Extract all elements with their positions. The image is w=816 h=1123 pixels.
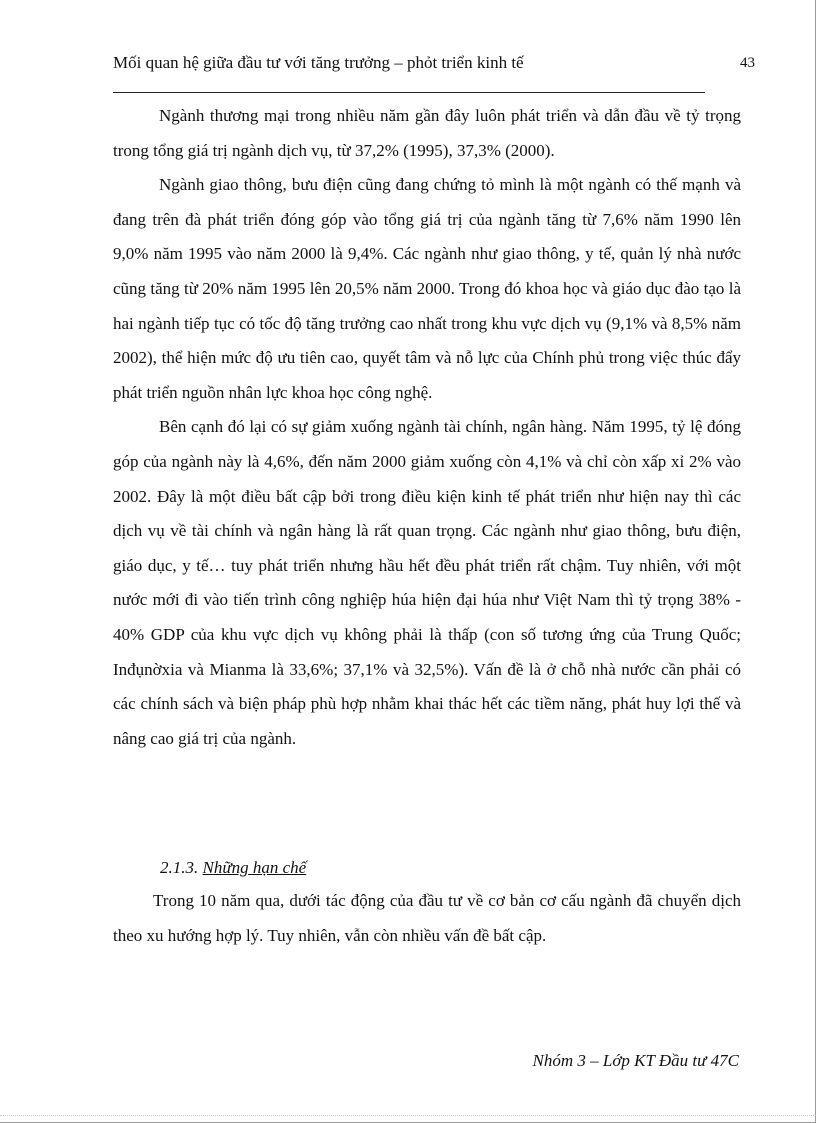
section-body xyxy=(113,884,741,953)
running-header: Mối quan hệ giữa đầu tư với tăng trưởng – phỏt triển kinh tế xyxy=(113,52,705,93)
paragraph-transport: Ngành giao thông, bưu điện cũng đang chứng tỏ mình là một ngành có thế mạnh và đang trên đà phát triển đóng góp vào tổng giá trị của ngành tăng từ 7,6% năm 1990 lên 9,0% năm 1995 vào năm 2000 là 9,4%. Các ngành như giao thông, y tế, quản lý nhà nước cũng tăng từ 20% năm 1995 lên 20,5% năm 2000. Trong đó khoa học và giáo dục đào tạo là hai ngành tiếp tục có tốc độ tăng trưởng cao nhất trong khu vực dịch vụ (9,1% và 8,5% năm 2002), thể hiện mức độ ưu tiên cao, quyết tâm và nỗ lực của Chính phủ trong việc thúc đẩy phát triển nguồn nhân lực khoa học công nghệ. xyxy=(113,175,741,402)
section-title: Những hạn chế xyxy=(202,858,307,877)
paragraph-finance: Bên cạnh đó lại có sự giảm xuống ngành tài chính, ngân hàng. Năm 1995, tỷ lệ đóng góp của ngành này là 4,6%, đến năm 2000 giảm xuống còn 4,1% và chỉ còn xấp xỉ 2% vào 2002. Đây là một điều bất cập bởi trong điều kiện kinh tế phát triển như hiện nay thì các dịch vụ về tài chính và ngân hàng là rất quan trọng. Các ngành như giao thông, bưu điện, giáo dục, y tế… tuy phát triển nhưng hầu hết đều phát triển rất chậm. Tuy nhiên, với một nước mới đi vào tiến trình công nghiệp húa hiện đại húa như Việt Nam thì tỷ trọng 38% - 40% GDP của khu vực dịch vụ không phải là thấp (con số tương ứng của Trung Quốc; Inđụnờxia và Mianma là 33,6%; 37,1% và 32,5%). Vấn đề là ở chỗ nhà nước cần phải có các chính sách và biện pháp phù hợp nhằm khai thác hết các tiềm năng, phát huy lợi thế và nâng cao giá trị của ngành. xyxy=(113,417,741,748)
page-number: 43 xyxy=(740,55,755,71)
running-footer: Nhóm 3 – Lớp KT Đầu tư 47C xyxy=(532,1051,739,1070)
page-bottom-rule xyxy=(0,1115,816,1116)
body-text xyxy=(113,99,741,756)
section-heading xyxy=(160,854,306,882)
paragraph-trade: Ngành thương mại trong nhiều năm gần đây luôn phát triển và dẫn đầu về tỷ trọng trong tổng giá trị ngành dịch vụ, từ 37,2% (1995), 37,3% (2000). xyxy=(113,106,741,160)
paragraph-limitations: Trong 10 năm qua, dưới tác động của đầu tư về cơ bản cơ cấu ngành đã chuyển dịch theo xu hướng hợp lý. Tuy nhiên, vẫn còn nhiều vấn đề bất cập. xyxy=(113,891,741,945)
section-number: 2.1.3. xyxy=(160,858,203,877)
